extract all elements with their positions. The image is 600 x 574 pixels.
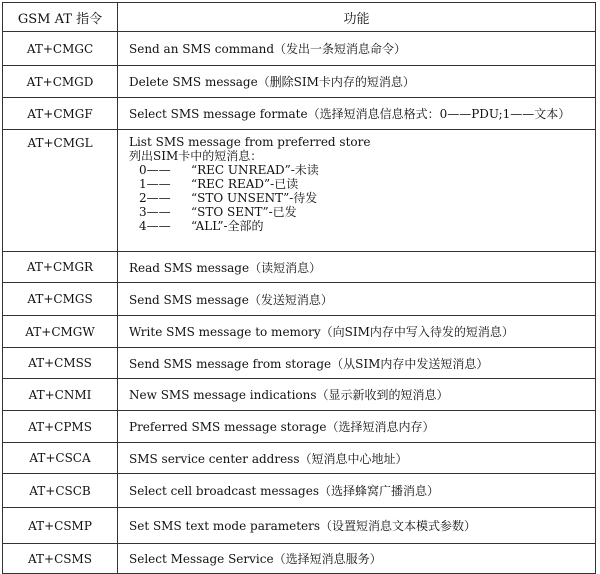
- table-row: [3, 443, 596, 474]
- command-cell: AT+CSMS: [3, 544, 118, 574]
- option-label: “REC READ”-已读: [191, 177, 299, 191]
- at-command-table: [2, 2, 596, 574]
- option-label: “STO UNSENT”-待发: [191, 191, 318, 205]
- option-item: [129, 191, 595, 205]
- command-cell: AT+CMGS: [3, 283, 118, 316]
- table-row: [3, 474, 596, 508]
- description-cell: Select Message Service（选择短消息服务）: [118, 544, 596, 574]
- header-function: 功能: [118, 3, 596, 32]
- command-cell: AT+CMGL: [3, 130, 118, 252]
- command-cell: AT+CMGC: [3, 32, 118, 66]
- command-cell: AT+CNMI: [3, 379, 118, 411]
- command-cell: AT+CSCB: [3, 474, 118, 508]
- description-cell: [118, 130, 596, 252]
- description-cell: Read SMS message（读短消息）: [118, 252, 596, 283]
- table-row: [3, 544, 596, 574]
- description-line: List SMS message from preferred store: [129, 135, 371, 149]
- option-item: [129, 163, 595, 177]
- option-label: “REC UNREAD”-未读: [191, 163, 319, 177]
- table-row: [3, 348, 596, 379]
- description-cell: Set SMS text mode parameters（设置短消息文本模式参数）: [118, 508, 596, 544]
- table-row: [3, 98, 596, 130]
- table-row: [3, 66, 596, 98]
- description-cell: Send an SMS command（发出一条短消息命令）: [118, 32, 596, 66]
- table-row: [3, 252, 596, 283]
- option-item: [129, 205, 595, 219]
- table-row: [3, 32, 596, 66]
- table-row: [3, 411, 596, 443]
- description-cell: SMS service center address（短消息中心地址）: [118, 443, 596, 474]
- table-row: [3, 283, 596, 316]
- header-row: [3, 3, 596, 32]
- command-cell: AT+CMGW: [3, 316, 118, 348]
- option-label: “STO SENT”-已发: [191, 205, 297, 219]
- command-cell: AT+CPMS: [3, 411, 118, 443]
- table-row: [3, 379, 596, 411]
- table-row: [3, 316, 596, 348]
- option-item: [129, 219, 595, 233]
- command-cell: AT+CMGF: [3, 98, 118, 130]
- option-item: [129, 177, 595, 191]
- description-cell: Delete SMS message（删除SIM卡内存的短消息）: [118, 66, 596, 98]
- option-code: 2——: [139, 191, 171, 205]
- description-cell: Send SMS message from storage（从SIM内存中发送短消息）: [118, 348, 596, 379]
- option-code: 0——: [139, 163, 171, 177]
- description-cell: Send SMS message（发送短消息）: [118, 283, 596, 316]
- option-code: 4——: [139, 219, 171, 233]
- command-cell: AT+CMSS: [3, 348, 118, 379]
- table-row-cmgl: [3, 130, 596, 252]
- option-label: “ALL”-全部的: [191, 219, 264, 233]
- command-cell: AT+CSMP: [3, 508, 118, 544]
- option-code: 1——: [139, 177, 171, 191]
- description-line-cn: 列出SIM卡中的短消息：: [129, 149, 263, 163]
- table-row: [3, 508, 596, 544]
- description-cell: New SMS message indications（显示新收到的短消息）: [118, 379, 596, 411]
- description-cell: Write SMS message to memory（向SIM内存中写入待发的短消息）: [118, 316, 596, 348]
- description-cell: Select SMS message formate（选择短消息信息格式：0——PDU;1——文本）: [118, 98, 596, 130]
- header-command: GSM AT 指令: [3, 3, 118, 32]
- command-cell: AT+CMGR: [3, 252, 118, 283]
- description-cell: Select cell broadcast messages（选择蜂窝广播消息）: [118, 474, 596, 508]
- command-cell: AT+CMGD: [3, 66, 118, 98]
- command-cell: AT+CSCA: [3, 443, 118, 474]
- description-cell: Preferred SMS message storage（选择短消息内存）: [118, 411, 596, 443]
- option-code: 3——: [139, 205, 171, 219]
